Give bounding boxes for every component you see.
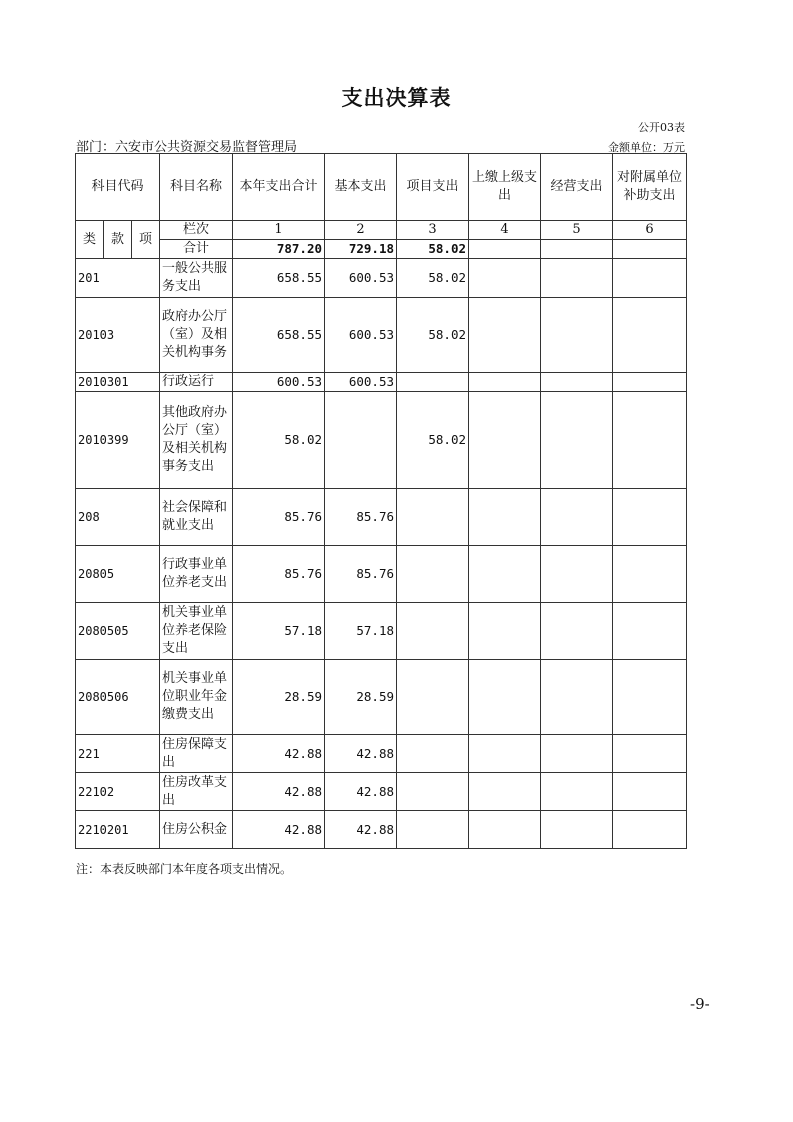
row-project — [397, 603, 469, 660]
row-business — [541, 773, 613, 811]
row-project — [397, 660, 469, 735]
row-basic: 600.53 — [325, 298, 397, 373]
table-row — [76, 773, 687, 811]
row-name: 行政事业单位养老支出 — [160, 546, 233, 603]
row-basic: 42.88 — [325, 735, 397, 773]
row-total: 58.02 — [233, 392, 325, 489]
row-upper — [469, 392, 541, 489]
col-number: 5 — [541, 221, 613, 240]
row-name: 机关事业单位职业年金缴费支出 — [160, 660, 233, 735]
row-basic — [325, 392, 397, 489]
col-number: 3 — [397, 221, 469, 240]
row-subsidy — [613, 773, 687, 811]
row-code: 20103 — [76, 298, 160, 373]
page-title: 支出决算表 — [341, 85, 452, 110]
row-project — [397, 811, 469, 849]
row-name: 政府办公厅（室）及相关机构事务 — [160, 298, 233, 373]
row-project: 58.02 — [397, 259, 469, 298]
col-number: 4 — [469, 221, 541, 240]
row-upper — [469, 259, 541, 298]
row-upper — [469, 373, 541, 392]
row-basic: 600.53 — [325, 373, 397, 392]
row-code: 20805 — [76, 546, 160, 603]
total-label: 合计 — [160, 240, 233, 259]
row-total: 42.88 — [233, 735, 325, 773]
table-row — [76, 660, 687, 735]
header-project: 项目支出 — [397, 154, 469, 221]
row-code: 2010301 — [76, 373, 160, 392]
total-amount: 787.20 — [233, 240, 325, 259]
row-total: 658.55 — [233, 259, 325, 298]
table-row — [76, 259, 687, 298]
col-number: 6 — [613, 221, 687, 240]
row-total: 85.76 — [233, 489, 325, 546]
row-subsidy — [613, 603, 687, 660]
row-upper — [469, 773, 541, 811]
header-upper: 上缴上级支出 — [469, 154, 541, 221]
row-total: 85.76 — [233, 546, 325, 603]
total-business — [541, 240, 613, 259]
row-name: 一般公共服务支出 — [160, 259, 233, 298]
row-code: 2080505 — [76, 603, 160, 660]
row-project: 58.02 — [397, 298, 469, 373]
page-number: -9- — [690, 995, 710, 1013]
table-row — [76, 489, 687, 546]
row-subsidy — [613, 546, 687, 603]
table-row — [76, 298, 687, 373]
table-row — [76, 546, 687, 603]
form-number: 公开03表 — [638, 121, 685, 134]
table-row — [76, 392, 687, 489]
total-basic: 729.18 — [325, 240, 397, 259]
total-subsidy — [613, 240, 687, 259]
row-basic: 28.59 — [325, 660, 397, 735]
row-upper — [469, 489, 541, 546]
row-total: 658.55 — [233, 298, 325, 373]
header-name: 科目名称 — [160, 154, 233, 221]
row-total: 600.53 — [233, 373, 325, 392]
row-name: 机关事业单位养老保险支出 — [160, 603, 233, 660]
header-kuan: 款 — [104, 221, 132, 259]
row-project — [397, 489, 469, 546]
row-basic: 57.18 — [325, 603, 397, 660]
table-row — [76, 373, 687, 392]
total-upper — [469, 240, 541, 259]
row-business — [541, 735, 613, 773]
row-business — [541, 392, 613, 489]
row-business — [541, 489, 613, 546]
col-number: 2 — [325, 221, 397, 240]
row-total: 28.59 — [233, 660, 325, 735]
row-subsidy — [613, 259, 687, 298]
table-note: 注：本表反映部门本年度各项支出情况。 — [76, 862, 293, 876]
row-basic: 85.76 — [325, 489, 397, 546]
row-business — [541, 660, 613, 735]
row-upper — [469, 660, 541, 735]
row-upper — [469, 298, 541, 373]
row-code: 22102 — [76, 773, 160, 811]
row-basic: 600.53 — [325, 259, 397, 298]
row-name: 社会保障和就业支出 — [160, 489, 233, 546]
header-basic: 基本支出 — [325, 154, 397, 221]
row-project — [397, 373, 469, 392]
row-subsidy — [613, 373, 687, 392]
header-subsidy: 对附属单位补助支出 — [613, 154, 687, 221]
column-number-row — [76, 221, 687, 240]
row-basic: 85.76 — [325, 546, 397, 603]
header-lanci: 栏次 — [160, 221, 233, 240]
row-business — [541, 373, 613, 392]
row-code: 2080506 — [76, 660, 160, 735]
row-upper — [469, 811, 541, 849]
row-business — [541, 546, 613, 603]
row-project — [397, 546, 469, 603]
total-row — [76, 240, 687, 259]
row-subsidy — [613, 392, 687, 489]
col-number: 1 — [233, 221, 325, 240]
total-project: 58.02 — [397, 240, 469, 259]
row-name: 住房公积金 — [160, 811, 233, 849]
row-project: 58.02 — [397, 392, 469, 489]
table-row — [76, 603, 687, 660]
row-upper — [469, 603, 541, 660]
row-basic: 42.88 — [325, 773, 397, 811]
row-total: 42.88 — [233, 811, 325, 849]
row-code: 208 — [76, 489, 160, 546]
row-subsidy — [613, 489, 687, 546]
row-basic: 42.88 — [325, 811, 397, 849]
row-total: 57.18 — [233, 603, 325, 660]
row-name: 住房保障支出 — [160, 735, 233, 773]
header-lei: 类 — [76, 221, 104, 259]
header-business: 经营支出 — [541, 154, 613, 221]
row-subsidy — [613, 660, 687, 735]
row-name: 行政运行 — [160, 373, 233, 392]
expenditure-table — [75, 153, 687, 849]
table-row — [76, 811, 687, 849]
row-business — [541, 603, 613, 660]
row-name: 其他政府办公厅（室）及相关机构事务支出 — [160, 392, 233, 489]
header-total: 本年支出合计 — [233, 154, 325, 221]
department-label: 部门：六安市公共资源交易监督管理局 — [76, 140, 298, 155]
row-name: 住房改革支出 — [160, 773, 233, 811]
row-code: 2010399 — [76, 392, 160, 489]
header-row — [76, 154, 687, 221]
header-code: 科目代码 — [76, 154, 160, 221]
row-business — [541, 811, 613, 849]
row-business — [541, 298, 613, 373]
row-project — [397, 773, 469, 811]
row-upper — [469, 735, 541, 773]
table-row — [76, 735, 687, 773]
row-code: 221 — [76, 735, 160, 773]
row-subsidy — [613, 811, 687, 849]
amount-unit: 金额单位：万元 — [608, 141, 685, 154]
row-total: 42.88 — [233, 773, 325, 811]
row-project — [397, 735, 469, 773]
header-xiang: 项 — [132, 221, 160, 259]
row-subsidy — [613, 298, 687, 373]
row-code: 201 — [76, 259, 160, 298]
row-subsidy — [613, 735, 687, 773]
row-code: 2210201 — [76, 811, 160, 849]
row-upper — [469, 546, 541, 603]
row-business — [541, 259, 613, 298]
